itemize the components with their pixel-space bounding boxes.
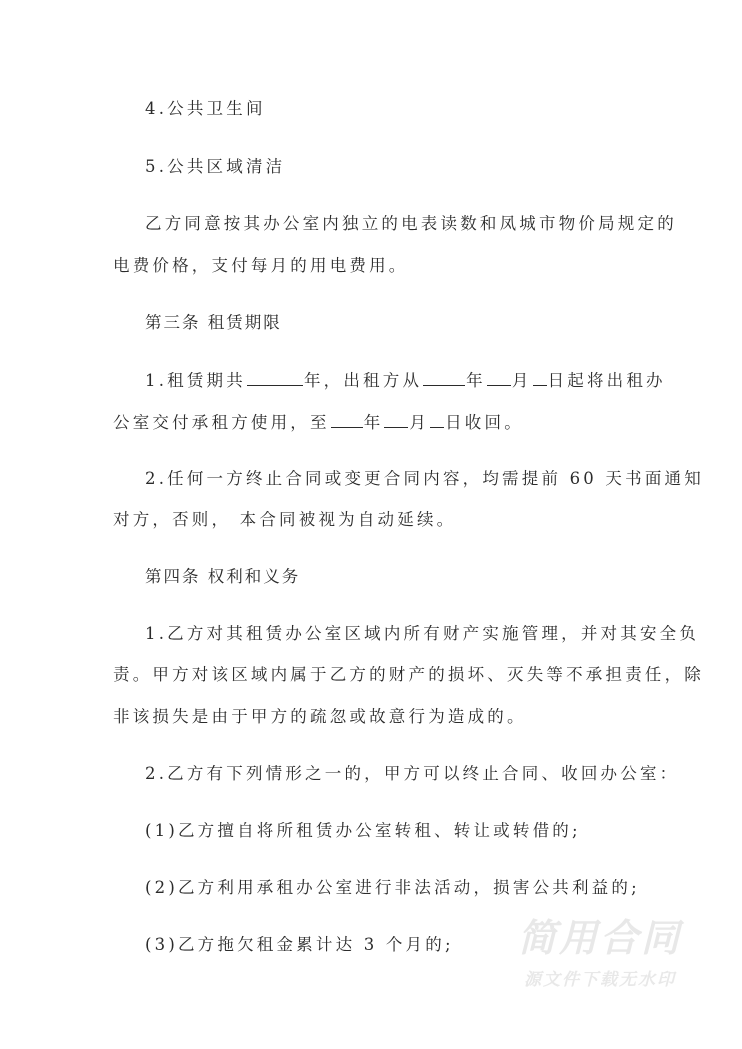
blank-start-month-field[interactable] (487, 369, 511, 386)
blank-years-field[interactable] (247, 369, 303, 386)
sub-clause-1: (1)乙方擅自将所租赁办公室转租、转让或转借的; (145, 821, 581, 840)
sub-clause-3: (3)乙方拖欠租金累计达 3 个月的; (145, 935, 454, 954)
sub-clause-2: (2)乙方利用承租办公室进行非法活动，损害公共利益的; (145, 878, 640, 897)
clause-text: 月 (511, 371, 532, 390)
clause-text: 年 (466, 371, 486, 390)
article-3-heading: 第三条 租赁期限 (145, 313, 282, 332)
clause-4-2: 2.乙方有下列情形之一的，甲方可以终止合同、收回办公室： (145, 764, 680, 783)
watermark-title: 简用合同 (517, 916, 682, 960)
clause-3-1-line1 (145, 369, 666, 392)
paragraph-electricity-line1: 乙方同意按其办公室内独立的电表读数和凤城市物价局规定的 (145, 214, 677, 233)
clause-text: 年 (363, 413, 384, 432)
clause-4-1-line3: 非该损失是由于甲方的疏忽或故意行为造成的。 (113, 707, 527, 726)
blank-end-day-field[interactable] (430, 411, 444, 428)
article-4-heading: 第四条 权利和义务 (145, 567, 301, 586)
clause-4-1-line1: 1.乙方对其租赁办公室区域内所有财产实施管理，并对其安全负 (145, 624, 700, 643)
clause-text: 年，出租方从 (303, 371, 423, 390)
watermark-subtitle: 源文件下载无水印 (524, 970, 676, 990)
clause-text: 月 (409, 413, 430, 432)
clause-text: 日收回。 (445, 413, 524, 432)
blank-start-day-field[interactable] (533, 369, 547, 386)
clause-text: 1.租赁期共 (145, 371, 246, 390)
list-item-public-cleaning: 5.公共区域清洁 (145, 157, 286, 176)
paragraph-electricity-line2: 电费价格，支付每月的用电费用。 (113, 256, 409, 275)
clause-3-1-line2 (113, 411, 524, 434)
blank-end-year-field[interactable] (331, 411, 363, 428)
list-item-public-restroom: 4.公共卫生间 (145, 99, 266, 118)
watermark (510, 915, 690, 993)
clause-4-1-line2: 责。甲方对该区域内属于乙方的财产的损坏、灭失等不承担责任，除 (113, 665, 704, 684)
clause-3-2-line1: 2.任何一方终止合同或变更合同内容，均需提前 60 天书面通知 (145, 469, 704, 488)
blank-end-month-field[interactable] (384, 411, 408, 428)
clause-3-2-line2: 对方，否则， 本合同被视为自动延续。 (113, 510, 457, 529)
clause-text: 日起将出租办 (547, 371, 666, 390)
clause-text: 公室交付承租方使用，至 (113, 413, 330, 432)
blank-start-year-field[interactable] (423, 369, 465, 386)
